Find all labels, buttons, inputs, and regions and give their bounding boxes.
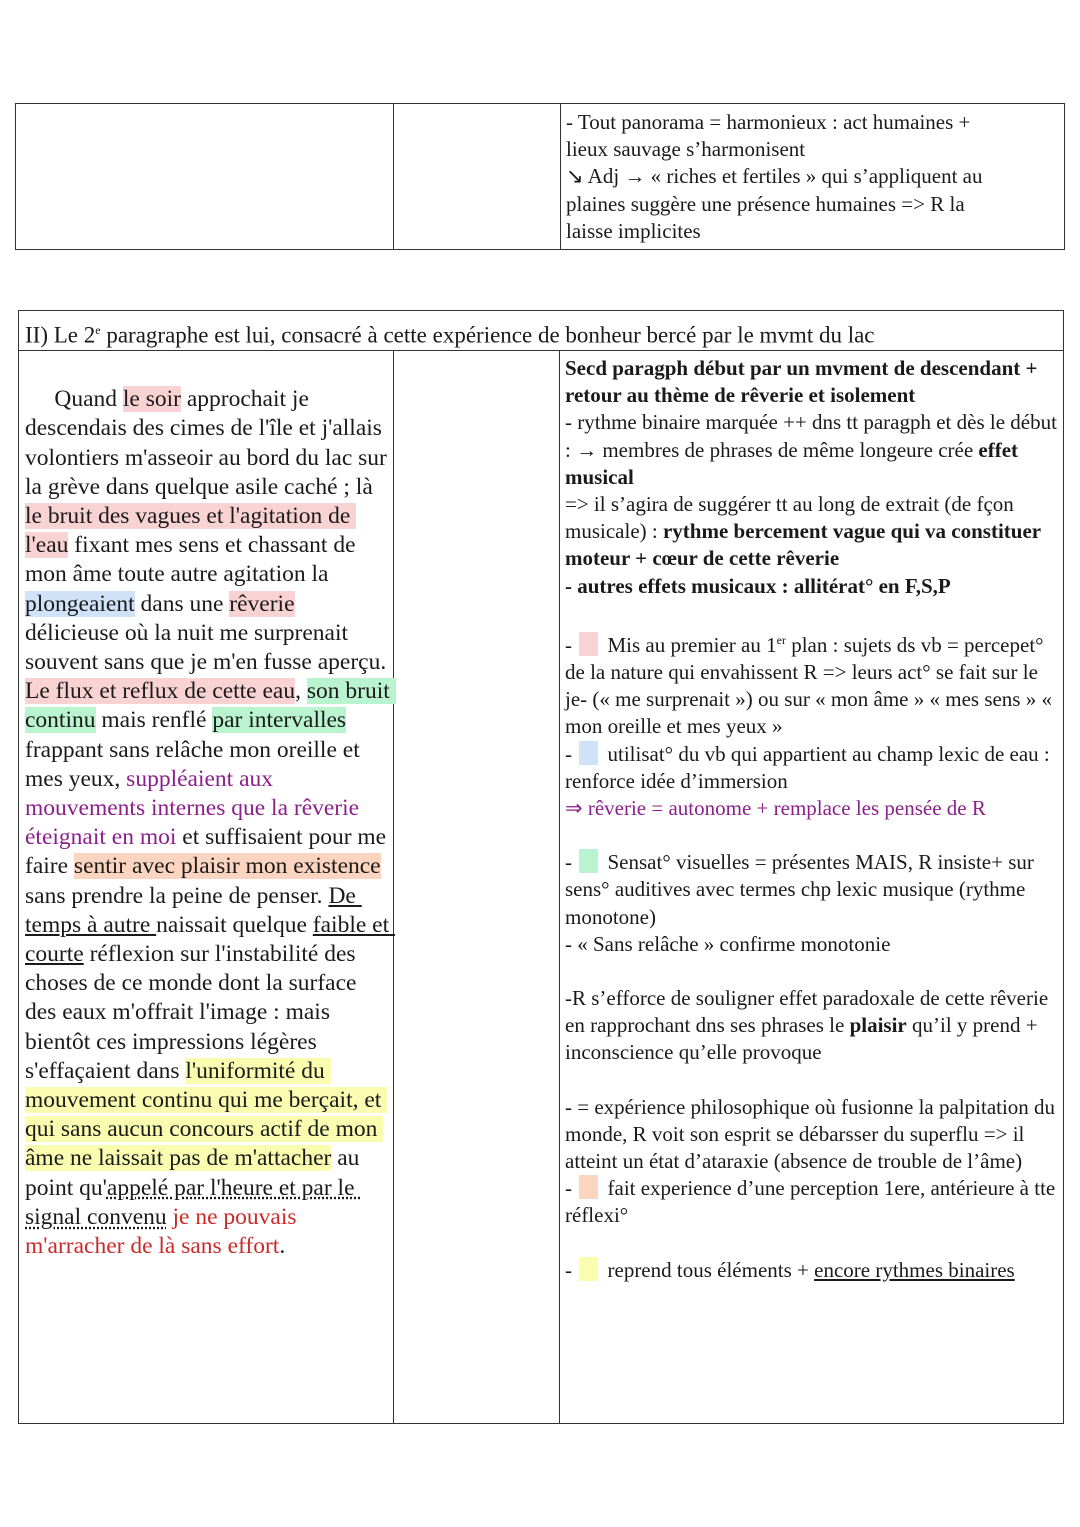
t: mais renflé <box>95 707 213 734</box>
note: utilisat° du vb qui appartient au champ lexic de eau : renforce idée d’immersion <box>565 741 1050 793</box>
t: . <box>279 1233 286 1260</box>
note-purple: ⇒ rêverie = autonome + remplace les pensée de R <box>565 796 986 821</box>
hl-pink: le bruit des vagues et l'agitation de l'eau <box>25 503 357 559</box>
column-divider <box>559 350 560 1423</box>
note: - rythme binaire marquée ++ dns tt paragph et dès le début : → membres de phrases de même longeure crée <box>565 410 1057 462</box>
table-2 <box>18 310 1064 1424</box>
note: => il s’agira de suggérer tt au long de extrait (de fçon musicale) : <box>565 492 1014 544</box>
note-bold: plaisir <box>849 1013 907 1038</box>
t: sans prendre la peine de penser. <box>25 853 387 909</box>
note-line: - Tout panorama = harmonieux : act humaines + <box>566 110 971 134</box>
notes-cell: Secd paragph début par un mvment de descendant + retour au thème de rêverie et isolement - rythme binaire marquée ++ dns tt paragph et dès le début : → membres de phrases de même longeure crée effet musical => il s’agira de suggérer tt au long de extrait (de fçon musicale) : rythme bercement vague qui va constituer moteur + cœur de cette rêverie - autres effets musicaux : allitérat° en F,S,P - Mis au premier au 1er plan : sujets ds vb = percepet° de la nature qui envahissent R => leurs act° se fait sur le je- (« me surprenait ») ou sur « mon âme » « mes sens » « mon oreille et mes yeux » - utilisat° du vb qui appartient au champ lexic de eau : renforce idée d’immersion ⇒ rêverie = autonome + remplace les pensée de R - Sensat° visuelles = présentes MAIS, R insiste+ sur sens° auditives avec termes chp lexic musique (rythme monotone) - « Sans relâche » confirme monotonie -R s’efforce de souligner effet paradoxale de cette rêverie en rapprochant dns ses phrases le plaisir qu’il y prend + inconscience qu’elle provoque - = expérience philosophique où fusionne la palpitation du monde, R voit son esprit se débarsser du superflu => il atteint un état d’ataraxie (absence de trouble de l’âme) - fait experience d’une perception 1ere, antérieure à tte réflexi° - reprend tous éléments + encore rythmes binaires <box>565 356 1057 1282</box>
hl-orange: sentir avec plaisir mon existence <box>73 853 381 880</box>
note-bold: rythme bercement vague qui va constituer moteur + cœur de cette rêverie <box>565 519 1041 571</box>
hl-green: par intervalles <box>212 707 347 734</box>
note-underlined: encore rythmes binaires <box>814 1257 1015 1282</box>
t: au point qu' <box>25 1145 366 1201</box>
hl-blue: plongeaient <box>25 590 135 617</box>
note: Mis au premier au 1 <box>607 632 777 657</box>
underlined: faible et courte <box>25 911 396 968</box>
note: qu’il y prend + inconscience qu’elle provoque <box>565 1013 1038 1065</box>
note-line: laisse implicites <box>566 218 701 243</box>
hl-green: son bruit continu <box>25 678 396 734</box>
note: plan : sujets ds vb = percepet° de la nature qui envahissent R => leurs act° se fait sur le je- (« me surprenait ») ou sur « mon âme » « mes sens » « mon oreille et mes yeux » <box>565 632 1052 739</box>
section-header <box>19 311 1063 351</box>
note-bold: effet musical <box>565 437 1019 489</box>
hl-pink: rêverie <box>229 590 295 617</box>
column-divider <box>560 104 561 249</box>
notes-cell <box>566 109 1056 245</box>
column-divider <box>393 104 394 249</box>
column-divider <box>393 350 394 1423</box>
note-line: plaines suggère une présence humaines => R la <box>566 191 965 216</box>
red-text: je ne pouvais m'arracher de là sans effort <box>25 1203 303 1260</box>
hl-yellow: l'uniformité du mouvement continu qui me berçait, et qui sans aucun concours actif de mon âme ne laissait pas de m'attacher <box>25 1057 388 1172</box>
table-1 <box>15 103 1065 250</box>
purple-text: suppléaient aux mouvements internes que la rêverie éteignait en moi <box>25 765 365 851</box>
note-sup: er <box>776 632 786 647</box>
note: fait experience d’une perception 1ere, antérieure à tte réflexi° <box>565 1176 1056 1228</box>
source-text <box>25 356 396 1291</box>
t: dans une <box>134 590 230 617</box>
t: fixant mes sens et chassant de mon âme toute autre agitation la <box>25 532 362 588</box>
underlined: De temps à autre <box>25 882 362 938</box>
hl-pink: le soir <box>122 386 181 413</box>
note-line: lieux sauvage s’harmonisent <box>566 137 806 162</box>
t: frappant sans relâche mon oreille et mes yeux, <box>25 707 366 792</box>
header-text: paragraphe est lui, consacré à cette expérience de bonheur bercé par le mvmt du lac <box>100 322 875 348</box>
note: reprend tous éléments + <box>607 1257 815 1282</box>
header-sup: e <box>95 323 101 337</box>
orange-swatch <box>579 1175 598 1199</box>
t: , <box>295 678 307 705</box>
t: naissait quelque <box>156 911 313 938</box>
hl-pink: Le flux et reflux de cette eau <box>25 678 296 705</box>
pink-swatch <box>579 632 598 656</box>
note: - = expérience philosophique où fusionne la palpitation du monde, R voit son esprit se débarsser du superflu => il atteint un état d’ataraxie (absence de trouble de l’âme) <box>565 1094 1056 1174</box>
green-swatch <box>579 849 598 873</box>
t: Quand <box>42 386 123 413</box>
note: -R s’efforce de souligner effet paradoxale de cette rêverie en rapprochant dns ses phrases le <box>565 986 1049 1038</box>
note-line: ↘ Adj → « riches et fertiles » qui s’appliquent au <box>566 164 983 189</box>
note: Sensat° visuelles = présentes MAIS, R insiste+ sur sens° auditives avec termes chp lexic musique (rythme monotone) <box>565 850 1034 929</box>
t: réflexion sur l'instabilité des choses de ce monde dont la surface des eaux m'offrait l'image : mais bientôt ces impressions légères s'effaçaient dans <box>25 941 363 1084</box>
header-text: II) Le 2 <box>25 322 96 348</box>
note-bold: - autres effets musicaux : allitérat° en F,S,P <box>565 573 951 598</box>
note-bold: Secd paragph début par un mvment de descendant + retour au thème de rêverie et isolement <box>565 356 1038 408</box>
dotted-underline: appelé par l'heure et par le signal convenu <box>25 1174 361 1230</box>
blue-swatch <box>579 741 598 765</box>
t: et suffisaient pour me faire <box>25 824 392 880</box>
t: délicieuse où la nuit me surprenait souvent sans que je m'en fusse aperçu. <box>25 590 393 676</box>
yellow-swatch <box>579 1257 598 1281</box>
note: - « Sans relâche » confirme monotonie <box>565 931 891 956</box>
t: approchait je descendais des cimes de l'île et j'allais volontiers m'asseoir au bord du lac sur la grève dans quelque asile caché ; là <box>25 386 393 500</box>
